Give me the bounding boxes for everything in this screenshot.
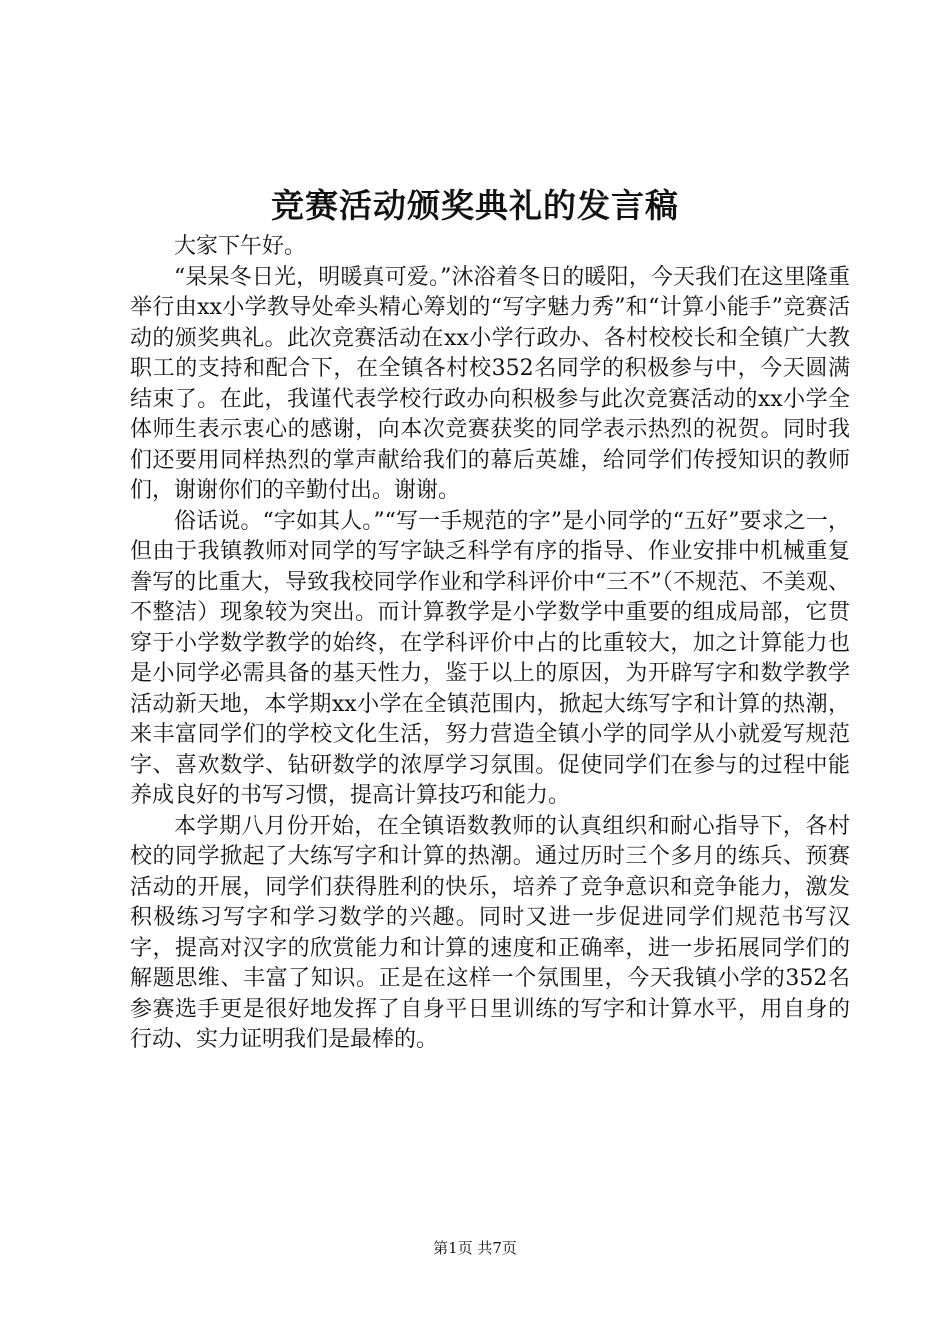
paragraph-opening: “杲杲冬日光，明暖真可爱。”沐浴着冬日的暖阳，今天我们在这里隆重举行由xx小学教导处牵头精心筹划的“写字魅力秀”和“计算小能手”竞赛活动的颁奖典礼。此次竞赛活动在xx小学行政办、各村校校长和全镇广大教职工的支持和配合下，在全镇各村校352名同学的积极参与中，今天圆满结束了。在此，我谨代表学校行政办向积极参与此次竞赛活动的xx小学全体师生表示衷心的感谢，向本次竞赛获奖的同学表示热烈的祝贺。同时我们还要用同样热烈的掌声献给我们的幕后英雄，给同学们传授知识的教师们，谢谢你们的辛勤付出。谢谢。 xyxy=(130,264,850,503)
paragraph-background: 俗话说。“字如其人。”“写一手规范的字”是小同学的“五好”要求之一，但由于我镇教师对同学的写字缺乏科学有序的指导、作业安排中机械重复誊写的比重大，导致我校同学作业和学科评价中“三不”（不规范、不美观、不整洁）现象较为突出。而计算教学是小学数学中重要的组成局部，它贯穿于小学数学教学的始终，在学科评价中占的比重较大，加之计算能力也是小同学必需具备的基天性力，鉴于以上的原因，为开辟写字和数学教学活动新天地，本学期xx小学在全镇范围内，掀起大练写字和计算的热潮，来丰富同学们的学校文化生活，努力营造全镇小学的同学从小就爱写规范字、喜欢数学、钻研数学的浓厚学习氛围。促使同学们在参与的过程中能养成良好的书写习惯，提高计算技巧和能力。 xyxy=(130,508,850,808)
paragraph-activities: 本学期八月份开始，在全镇语数教师的认真组织和耐心指导下，各村校的同学掀起了大练写字和计算的热潮。通过历时三个多月的练兵、预赛活动的开展，同学们获得胜利的快乐，培养了竞争意识和竞争能力，激发积极练习写字和学习数学的兴趣。同时又进一步促进同学们规范书写汉字，提高对汉字的欣赏能力和计算的速度和正确率，进一步拓展同学们的解题思维、丰富了知识。正是在这样一个氛围里，今天我镇小学的352名参赛选手更是很好地发挥了自身平日里训练的写字和计算水平，用自身的行动、实力证明我们是最棒的。 xyxy=(130,813,850,1052)
page-footer: 第1页 共7页 xyxy=(433,1239,517,1257)
paragraph-greeting: 大家下午好。 xyxy=(174,234,307,259)
document-title: 竞赛活动颁奖典礼的发言稿 xyxy=(271,186,679,225)
document-body xyxy=(130,232,850,1056)
